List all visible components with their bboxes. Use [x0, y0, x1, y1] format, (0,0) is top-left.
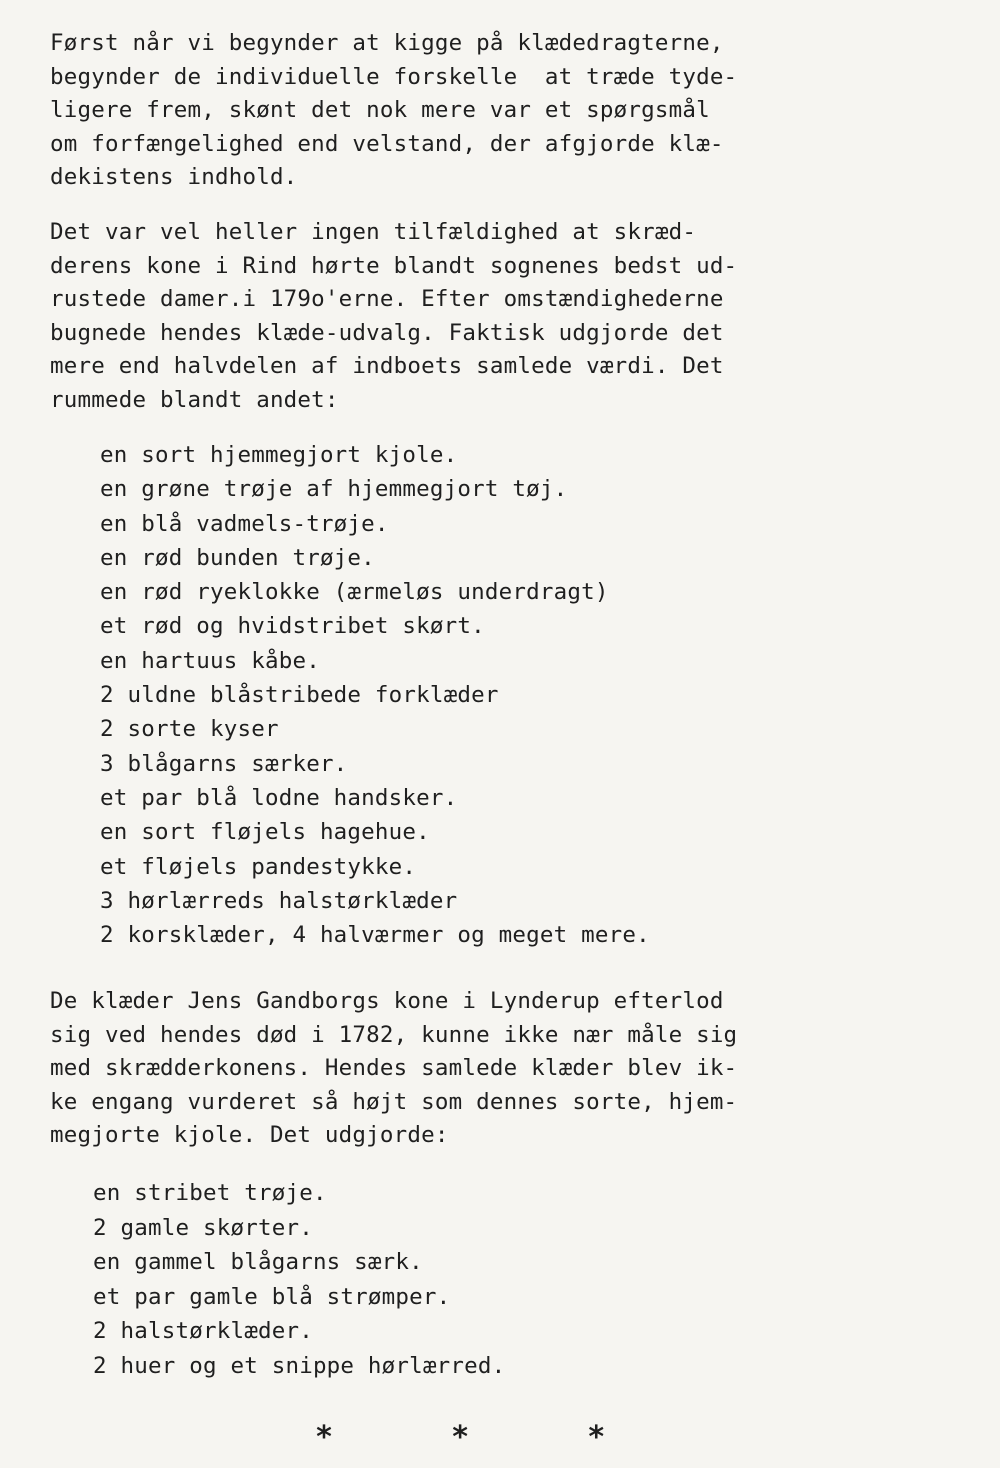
list-item: et fløjels pandestykke.: [100, 853, 417, 880]
text-line: Først når vi begynder at kigge på klædedragterne,: [50, 30, 724, 56]
text-line: derens kone i Rind hørte blandt sognenes bedst ud-: [50, 252, 738, 279]
paragraph-intro: [50, 27, 950, 195]
text-line: sig ved hendes død i 1782, kunne ikke nær måle sig: [50, 1021, 738, 1048]
text-line: begynder de individuelle forskelle at træde tyde-: [50, 63, 738, 90]
paragraph-rind: [50, 216, 950, 418]
list-item: en stribet trøje.: [93, 1180, 327, 1206]
text-line: bugnede hendes klæde-udvalg. Faktisk udgjorde det: [50, 319, 724, 346]
section-divider-asterisks: * * *: [315, 1420, 656, 1455]
list-item: et par gamle blå strømper.: [93, 1283, 451, 1310]
text-line: megjorte kjole. Det udgjorde:: [50, 1122, 449, 1149]
list-item: en grøne trøje af hjemmegjort tøj.: [100, 476, 568, 503]
text-line: Det var vel heller ingen tilfældighed at skræd-: [50, 219, 697, 245]
list-item: 2 huer og et snippe hørlærred.: [93, 1352, 506, 1379]
paragraph-lynderup: [50, 985, 950, 1153]
list-item: en rød bunden trøje.: [100, 544, 375, 571]
list-item: 2 sorte kyser: [100, 716, 279, 743]
list-item: en sort hjemmegjort kjole.: [100, 442, 458, 468]
text-line: dekistens indhold.: [50, 164, 298, 191]
list-item: en blå vadmels-trøje.: [100, 510, 389, 537]
text-line: ke engang vurderet så højt som dennes sorte, hjem-: [50, 1088, 738, 1115]
text-line: med skrædderkonens. Hendes samlede klæder blev ik-: [50, 1055, 738, 1082]
text-line: De klæder Jens Gandborgs kone i Lynderup efterlod: [50, 988, 724, 1014]
text-line: rummede blandt andet:: [50, 386, 339, 413]
text-line: om forfængelighed end velstand, der afgjorde klæ-: [50, 130, 724, 157]
list-item: 2 halstørklæder.: [93, 1318, 313, 1345]
list-item: en sort fløjels hagehue.: [100, 819, 430, 846]
list-item: et rød og hvidstribet skørt.: [100, 613, 485, 640]
text-line: ligere frem, skønt det nok mere var et spørgsmål: [50, 97, 710, 124]
list-item: en rød ryeklokke (ærmeløs underdragt): [100, 579, 609, 606]
list-item: 2 korsklæder, 4 halværmer og meget mere.: [100, 922, 650, 949]
list-item: en hartuus kåbe.: [100, 647, 320, 674]
text-line: rustede damer.i 179o'erne. Efter omstændighederne: [50, 286, 724, 313]
list-item: en gammel blågarns særk.: [93, 1249, 423, 1276]
clothing-list-rind: [100, 438, 1000, 952]
list-item: 2 gamle skørter.: [93, 1214, 313, 1241]
clothing-list-lynderup: [93, 1176, 993, 1384]
list-item: et par blå lodne handsker.: [100, 784, 458, 811]
list-item: 2 uldne blåstribede forklæder: [100, 682, 499, 709]
text-line: mere end halvdelen af indboets samlede værdi. Det: [50, 353, 724, 380]
list-item: 3 hørlærreds halstørklæder: [100, 887, 458, 914]
list-item: 3 blågarns særker.: [100, 750, 348, 777]
